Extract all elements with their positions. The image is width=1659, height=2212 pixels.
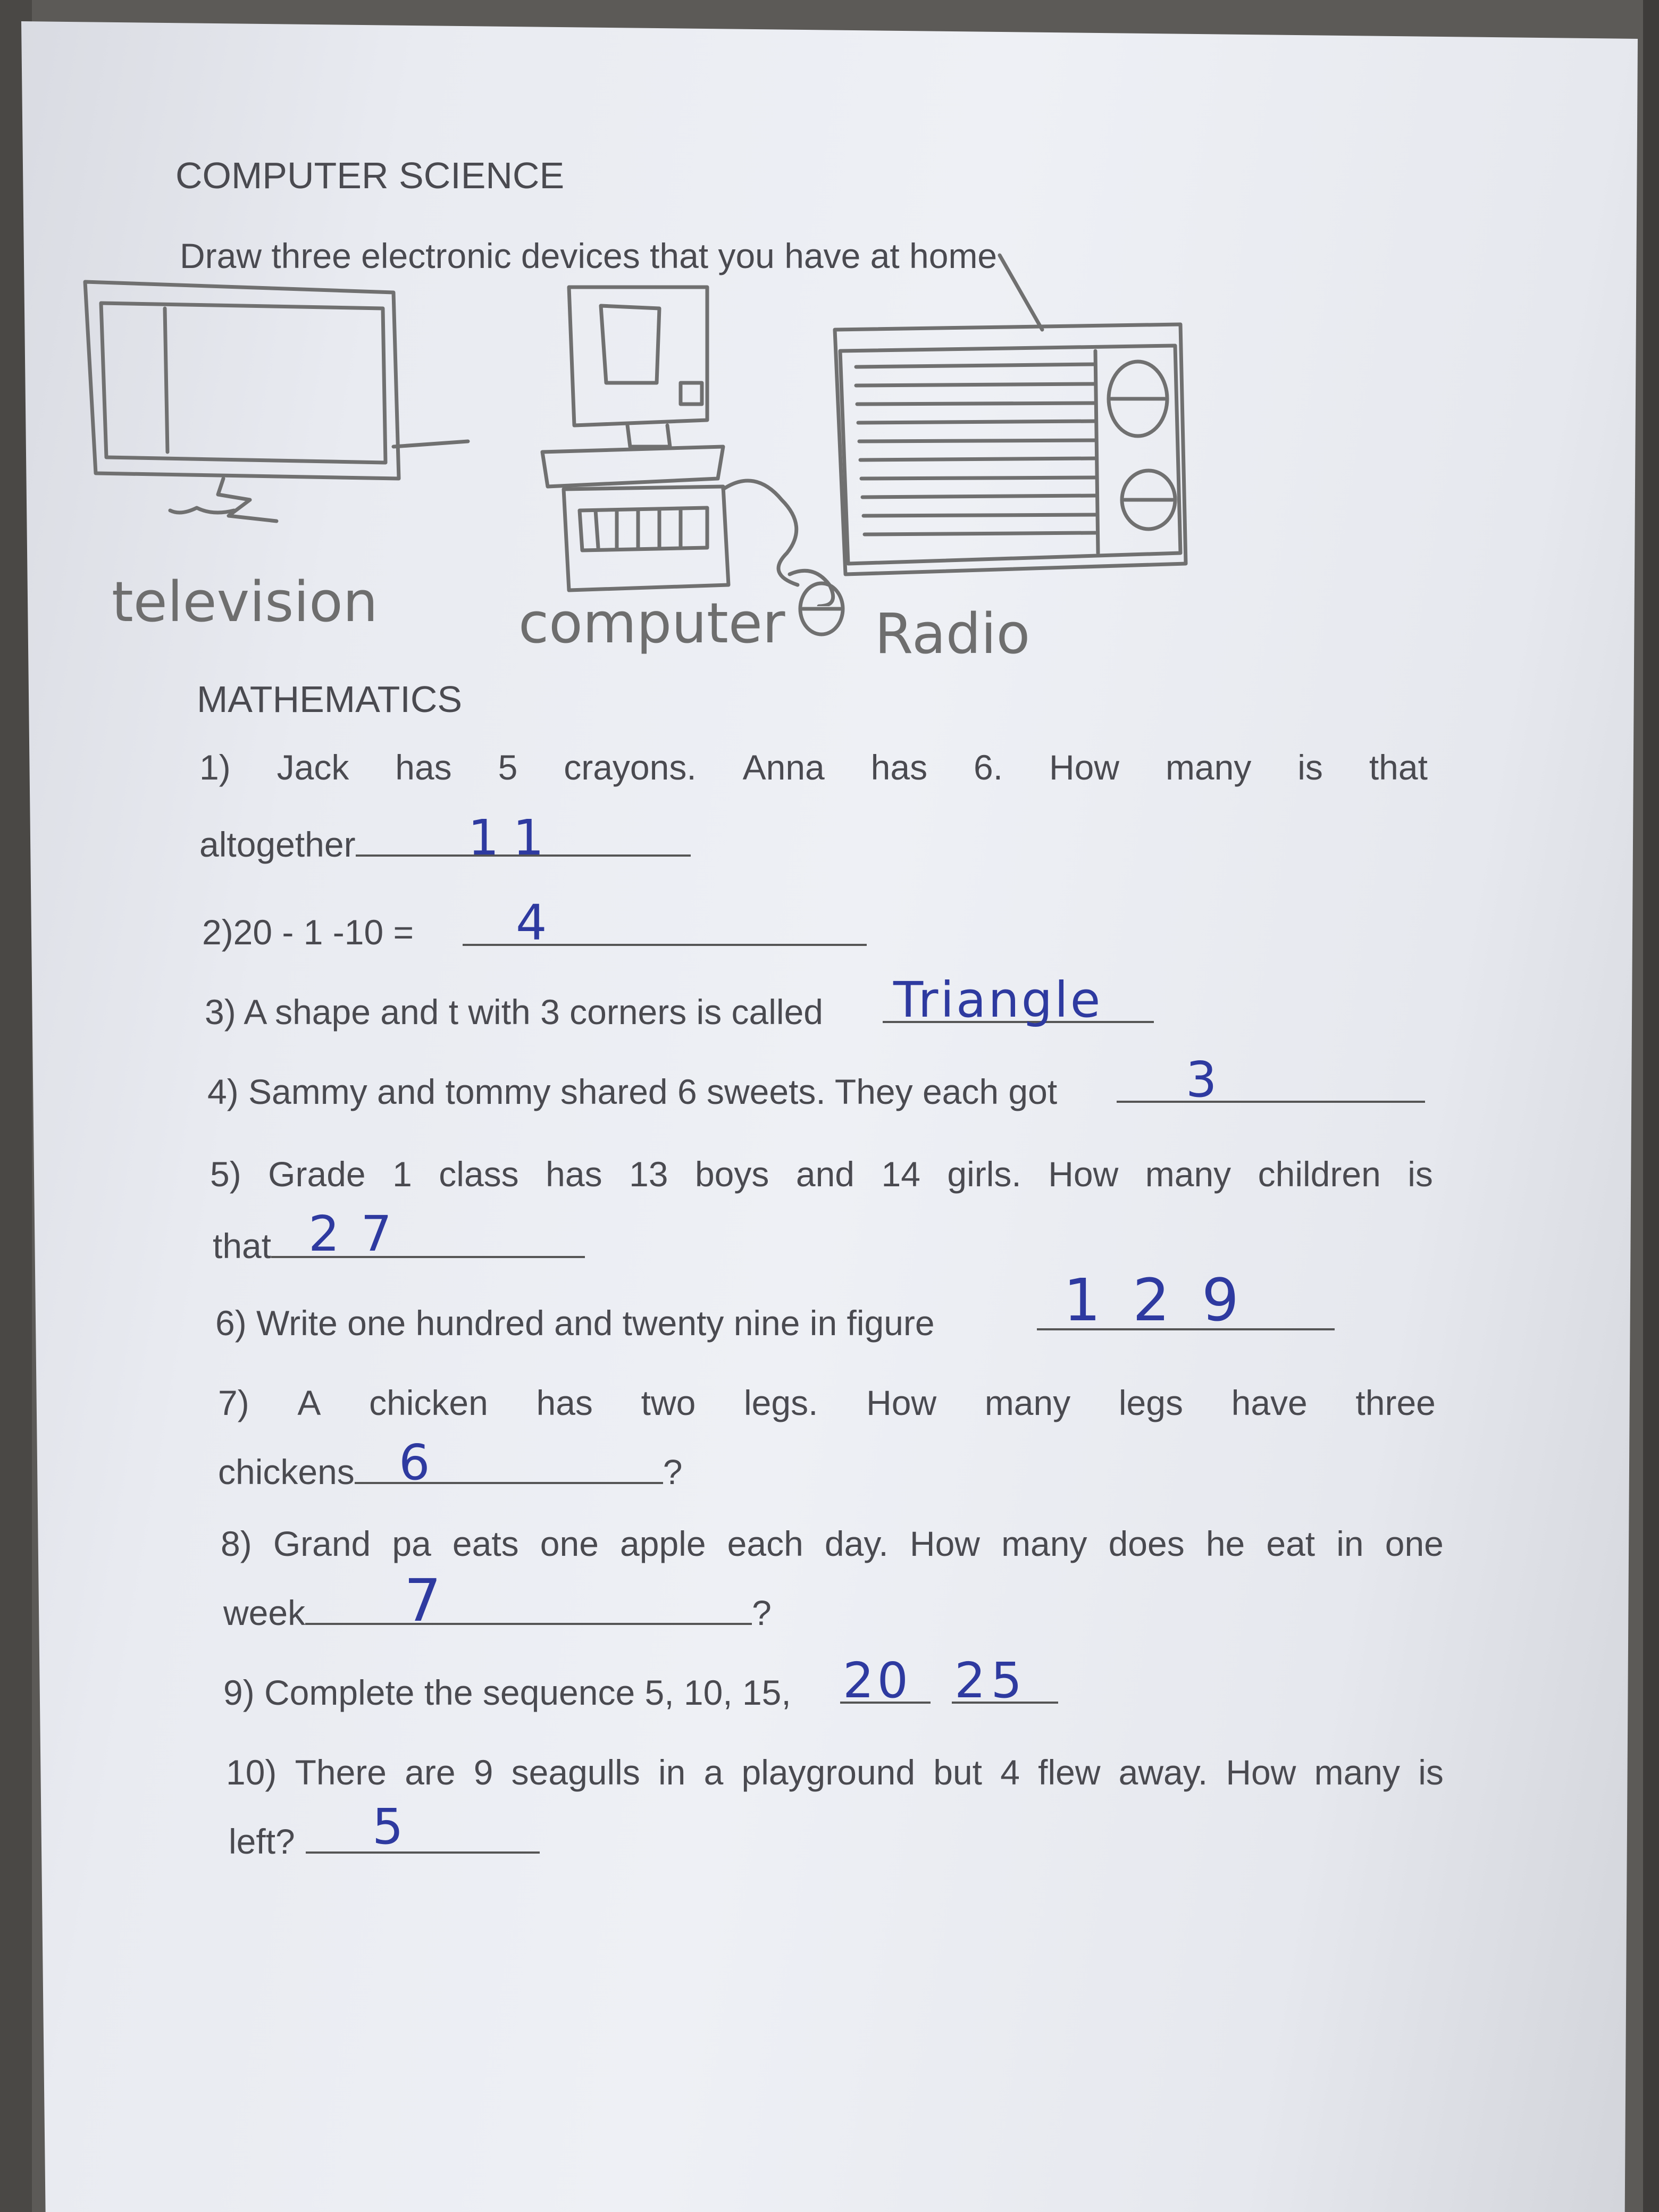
word: has	[395, 748, 452, 787]
background-right	[1643, 0, 1659, 2212]
word: Anna	[742, 748, 825, 787]
question-6-text: 6) Write one hundred and twenty nine in figure	[215, 1303, 935, 1343]
word: seagulls	[511, 1753, 640, 1792]
word: has	[536, 1383, 593, 1422]
answer-9b: 25	[954, 1652, 1028, 1709]
word: are	[405, 1753, 456, 1792]
answer-3: Triangle	[893, 971, 1103, 1028]
question-10	[226, 1755, 1444, 1790]
word: flew	[1038, 1753, 1101, 1792]
word: one	[540, 1524, 599, 1563]
word: has	[870, 748, 928, 787]
word: How	[909, 1524, 980, 1563]
word: but	[933, 1753, 983, 1792]
question-7-cont	[218, 1452, 683, 1492]
word: a	[703, 1753, 724, 1792]
question-8-text	[221, 1526, 1444, 1561]
word: 9	[473, 1753, 493, 1792]
math-heading: MATHEMATICS	[197, 678, 463, 720]
question-5-text	[210, 1154, 1433, 1194]
question-9	[223, 1675, 791, 1710]
mouse-drawing	[792, 580, 851, 638]
word: one	[1385, 1524, 1444, 1563]
answer-6: 129	[1063, 1266, 1271, 1334]
word: many	[1145, 1154, 1231, 1194]
word: two	[641, 1383, 696, 1422]
question-9-text: 9) Complete the sequence 5, 10, 15,	[223, 1673, 791, 1712]
word: 13	[629, 1154, 668, 1194]
answer-blank-8	[305, 1623, 752, 1625]
computer-drawing	[532, 276, 861, 606]
question-2-text: 2)20 - 1 -10 =	[202, 912, 414, 952]
word: Grade	[268, 1154, 366, 1194]
cs-prompt: Draw three electronic devices that you have at home	[180, 236, 998, 275]
question-6	[215, 1303, 935, 1343]
word: many	[1314, 1753, 1400, 1792]
word: 1)	[199, 748, 231, 787]
label-television: television	[112, 569, 378, 634]
word: is	[1407, 1154, 1433, 1194]
word: Grand	[273, 1524, 371, 1563]
word: A	[297, 1383, 321, 1422]
question-1-text	[199, 750, 1428, 785]
word: 5)	[210, 1154, 241, 1194]
question-4	[207, 1074, 1057, 1109]
word: in	[658, 1753, 686, 1792]
question-5-cont-text: that	[213, 1226, 272, 1266]
word: and	[795, 1154, 854, 1194]
word: many	[1001, 1524, 1087, 1563]
label-computer: computer	[518, 591, 785, 656]
word: legs.	[744, 1383, 818, 1422]
answer-4: 3	[1186, 1051, 1231, 1108]
television-drawing	[74, 266, 489, 542]
question-10-text	[226, 1755, 1444, 1790]
question-10-cont-text: left?	[229, 1822, 295, 1861]
answer-2: 4	[516, 894, 561, 951]
radio-drawing	[819, 245, 1260, 606]
word: girls.	[947, 1154, 1021, 1194]
question-1-cont-text: altogether	[199, 825, 356, 864]
word: 5	[498, 748, 518, 787]
word: class	[439, 1154, 519, 1194]
word: There	[295, 1753, 387, 1792]
question-8	[221, 1526, 1444, 1561]
word: apple	[620, 1524, 706, 1563]
word: Jack	[276, 748, 349, 787]
word: chicken	[369, 1383, 488, 1422]
word: is	[1297, 748, 1323, 787]
answer-8: 7	[404, 1566, 455, 1635]
word: have	[1231, 1383, 1308, 1422]
answer-1: 11	[468, 809, 558, 866]
question-7-suffix: ?	[663, 1452, 683, 1492]
word: How	[866, 1383, 937, 1422]
word: 6.	[974, 748, 1003, 787]
word: 10)	[226, 1753, 277, 1792]
question-7-text	[218, 1385, 1436, 1420]
question-3	[205, 992, 823, 1032]
question-4-text: 4) Sammy and tommy shared 6 sweets. They each got	[207, 1072, 1058, 1111]
question-8-cont	[223, 1595, 772, 1630]
question-1-cont	[199, 827, 691, 862]
question-3-text: 3) A shape and t with 3 corners is called	[205, 992, 823, 1032]
word: crayons.	[564, 748, 697, 787]
question-7-cont-text: chickens	[218, 1452, 355, 1492]
word: legs	[1118, 1383, 1183, 1422]
word: many	[984, 1383, 1071, 1422]
word: is	[1418, 1753, 1444, 1792]
word: in	[1336, 1524, 1364, 1563]
word: three	[1355, 1383, 1436, 1422]
word: children	[1258, 1154, 1381, 1194]
word: eat	[1266, 1524, 1316, 1563]
word: 7)	[218, 1383, 249, 1422]
label-radio: Radio	[875, 601, 1030, 666]
word: 8)	[221, 1524, 252, 1563]
word: How	[1049, 748, 1120, 787]
word: does	[1108, 1524, 1185, 1563]
word: 1	[392, 1154, 412, 1194]
question-2	[202, 912, 414, 952]
word: has	[546, 1154, 602, 1194]
answer-10: 5	[372, 1798, 417, 1855]
answer-7: 6	[399, 1434, 444, 1491]
word: How	[1048, 1154, 1119, 1194]
word: away.	[1118, 1753, 1208, 1792]
answer-blank-10	[306, 1851, 540, 1854]
word: playground	[741, 1753, 916, 1792]
answer-9a: 20	[843, 1652, 912, 1709]
word: many	[1165, 748, 1252, 787]
word: day.	[824, 1524, 889, 1563]
word: 14	[881, 1154, 920, 1194]
word: pa	[392, 1524, 431, 1563]
word: he	[1205, 1524, 1245, 1563]
answer-blank-4	[1117, 1101, 1425, 1103]
word: eats	[452, 1524, 519, 1563]
question-8-suffix: ?	[752, 1593, 772, 1632]
word: each	[727, 1524, 803, 1563]
word: 4	[1000, 1753, 1020, 1792]
word: How	[1226, 1753, 1296, 1792]
question-8-cont-text: week	[223, 1593, 306, 1632]
word: that	[1369, 748, 1428, 787]
cs-heading: COMPUTER SCIENCE	[175, 155, 565, 196]
question-1	[199, 750, 1428, 785]
question-5	[210, 1154, 1433, 1194]
question-7	[218, 1385, 1436, 1420]
word: boys	[694, 1154, 769, 1194]
answer-5: 27	[308, 1205, 414, 1262]
